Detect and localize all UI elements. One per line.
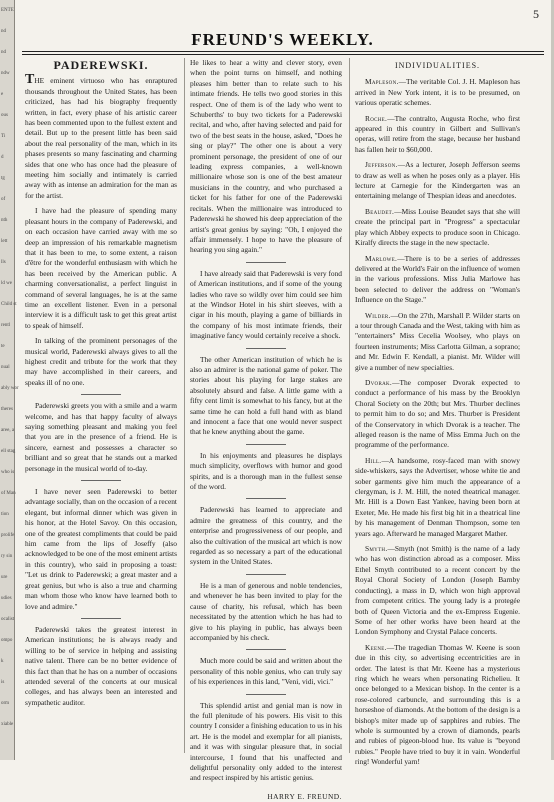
item-name: Mapleson. [365,77,399,87]
adjacent-page-fragment: who is [1,470,15,475]
individuality-item [355,311,520,373]
item-text: —The tragedian Thomas W. Keene is soon due in this city, so advertising eccentricities are in order. The latest is that Mr. Keene has a mysterious ring which he wears when personating Richelieu. It once belonged to a Mexican bishop. In the center is a rose-colored carbuncle, and surrounding this is a horseshoe of diamonds. At the bottom of the design is a bishop's miter made up of sapphires and rubies. The whole is surmounted by a crown of diamonds, pearls and rubies of pigeon-blood hue. Its value is "beyond rubies." People have tried to buy it in vain. Wonderful ring! Wonderful yarn! [355,642,520,767]
article-paragraph: He is a man of generous and noble tendencies, and whenever he has been invited to play for the cause of charity, his refusal, which has been necessitated by the attention which he has had to give to his playing in public, has always been accompanied by his check. [190,580,342,642]
item-name: Jefferson. [365,160,398,170]
adjacent-page-fragment: theres [1,407,13,412]
item-name: Keene. [365,642,387,652]
adjacent-page-fragment: lett [1,239,8,244]
section-separator [81,394,121,395]
adjacent-page-fragment: ENTE [1,8,14,13]
adjacent-page-fragment: prolife [1,533,15,538]
section-separator [246,694,286,695]
individuality-item [355,544,520,638]
adjacent-page-fragment: ocalist [1,617,15,622]
individualities-column [355,58,520,767]
adjacent-page-fragment: tg [1,176,5,181]
adjacent-page-fragment: ld we [1,281,12,286]
column-divider [349,58,350,753]
article-paragraph: In his enjoyments and pleasures he displays much simplicity, overflows with humor and good spirits, and is a thorough man in the fullest sense of the word. [190,450,342,492]
adjacent-page-fragment: e [1,92,4,97]
item-text: —The contralto, Augusta Roche, who first appeared in this country in Gilbert and Sullivan's operas, will retire from the stage, because her husband has fallen heir to $60,000. [355,113,520,154]
item-text: —As a lecturer, Joseph Jefferson seems to draw as well as when he poses only as a player. His lecture at Carnegie for the Kindergarten was an entertaining melange of Thespian ideas and anecdotes. [355,160,520,201]
article-column-1 [25,58,177,758]
section-separator [246,649,286,650]
adjacent-page-fragment: te [1,344,5,349]
article-paragraph: In talking of the prominent personages of the musical world, Paderewski always gives to all the highest credit and tribute for the work that they may have accomplished in their careers, and speaks ill of no one. [25,336,177,387]
article-paragraph: THE eminent virtuoso who has enraptured thousands throughout the United States, has been criticized, has had his biography frequently written, in fact, every phase of his artistic career has been commented upon to the fullest extent and detail. But up to the present little has been said about the real personality of the man, which in its phases presents so many fascinating and charming sides that one who has once had the pleasure of meeting him socially and intimately is carried away with as intense an admiration for the man as for the artist. [25,72,177,200]
section-separator [246,574,286,575]
article-paragraph: Paderewski greets you with a smile and a warm welcome, and has that happy faculty of always saying something pleasant and making you feel that you are in the presence of a friend. He is sincere, earnest and possesses a character so brilliant and so great that he stands out a marked personage in the musical world of to-day. [25,401,177,473]
adjacent-page-fragment: aree, a [1,428,15,433]
column-heading: INDIVIDUALITIES. [394,61,481,70]
item-name: Smyth. [365,544,388,554]
header-rule-thin [22,54,544,55]
adjacent-page-fragment: is [1,680,5,685]
item-text: —There is to be a series of addresses delivered at the World's Fair on the influence of women in the various professions. Miss Julia Marlowe has been selected to deliver the address on "Woman's Influence on the Stage." [355,253,520,305]
article-paragraph: The other American institution of which he is also an admirer is the national game of poker. The stories about his playing for large stakes are absolutely absurd and false. A little game with a fifty cent limit is somewhat to his fancy, but at the same time he can hold a full hand with as bland and innocent a face that one would never suspect that he knew anything about the game. [190,354,342,437]
adjacent-page-fragment: ndw [1,71,10,76]
item-name: Marlowe. [365,253,398,263]
section-separator [81,480,121,481]
adjacent-page-fragment: ell stag [1,449,16,454]
article-paragraph: Much more could be said and written about the personality of this noble genius, who can truly say of his experiences in this land, "Veni, vidi, vici." [190,656,342,687]
article-paragraph: Paderewski takes the greatest interest in American institutions; he is always ready and willing to be of service in helping and assisting native talent. There can be no better evidence of this fact than that he has on a number of occasions attended several of the concerts at our musical colleges, and has always been an interested and sympathetic auditor. [25,624,177,707]
item-text: —A handsome, rosy-faced man with snowy side-whiskers, says the Advertiser, whose white tie and sober garments give him much the appearance of a clergyman, is J. M. Hill, the noted theatrical manager. Mr. Hill is a Down East Yankee, having been born at Exeter, Me. He made his first big hit in a theatrical line by his management of Denman Thompson, some ten years ago. Afterward he managed Margaret Mather. [355,455,520,538]
adjacent-page-fragment: xiable [1,722,14,727]
item-name: Hill. [365,455,382,465]
item-name: Roche. [365,113,388,123]
adjacent-page-fragment: Ti [1,134,6,139]
individualities-list [355,77,520,767]
article-paragraph: This splendid artist and genial man is now in the full plenitude of his powers. His visit to this country I consider a finishing education to us in his art. He is the model and exemplar for all pianists, and it was with singular pleasure that, in social intercourse, I found that his unaffected and delightful personality only added to the interest and respect inspired by his artistic genius. [190,700,342,783]
section-separator [246,498,286,499]
article-paragraph: I have had the pleasure of spending many pleasant hours in the company of Paderewski, and on each occasion have carried away with me so deep an impression of his remarkable magnetism that it has been to me, to some extent, a raison d'être for the wonderful enthusiasm with which he has been received by the American public. A charming conversationalist, a perfect linguist in command of several languages, he is at the same time an excellent listener. Even in a personal interview it is a difficult task to get this great artist to speak of himself. [25,206,177,330]
adjacent-page-fragment: ure [1,575,8,580]
adjacent-page-fragment: rentl [1,323,11,328]
item-name: Wilder. [365,310,391,320]
author-signature: HARRY E. FREUND. [267,791,342,801]
adjacent-page-fragment: nd [1,50,6,55]
article-paragraph: He likes to hear a witty and clever story, even when the point turns on himself, and nothing pleases him better than to relate such to his intimate friends. He tells two good stories in this respect. One of them is of the lady who went to Schuberths' to buy two tickets for a Paderewski recital, and who, after having selected and paid for two of the best seats in the house, asked, "Does he sing or play?" The other one is about a very prominent personage, the president of one of our leading express companies, a well-known millionaire whose son is one of the best amateur musicians in the country, and who purchased a ticket for his father for one of the Paderewski recitals. When the millionaire was introduced to Paderewski he showed his deep appreciation of the artist's great genius by saying: "Oh, I enjoyed the affair immensely. I hope to have the pleasure of hearing you sing again." [190,58,342,255]
individuality-item [355,456,520,539]
adjacent-page-fragment: ous [1,113,8,118]
adjacent-page-fragment: orm [1,701,10,706]
adjacent-page-fragment: nd [1,29,6,34]
drop-cap: T [25,72,35,88]
column-divider [184,58,185,753]
article-column-2 [190,58,342,801]
adjacent-page-fragment: udies [1,596,12,601]
individuality-item [355,254,520,306]
individuality-item [355,207,520,249]
individuality-item [355,114,520,156]
adjacent-page-fragment: Child st [1,302,17,307]
section-separator [81,618,121,619]
page-header [14,0,551,58]
article-paragraph: I have already said that Paderewski is very fond of American institutions, and if some of the young ladies who rave so wildly over him could see him at the Windsor Hotel in his shirt sleeves, with a cigar in his mouth, playing a game of billiards in the company of his most intimate friends, their imaginative fancy would certainly receive a shock. [190,268,342,341]
adjacent-page-fragment: lls [1,260,6,265]
adjacent-page-fragment: nth [1,218,8,223]
adjacent-page-fragment: ry sin [1,554,13,559]
individuality-item [355,77,520,108]
adjacent-page-fragment: d [1,155,4,160]
item-name: Beaudet. [365,206,395,216]
adjacent-page-fragment: tion [1,512,9,517]
individuality-item [355,378,520,451]
adjacent-page-fragment: nual [1,365,10,370]
item-text: —The composer Dvorak expected to conduct a performance of his mass by the Brooklyn Choral Society on the 20th; but Mrs. Thurber declines to permit him to do so; and Mrs. Thurber is President of the Conservatory in which Dvorak is a teacher. The alleged reason is the name of Miss Emma Juch on the programme of the performance. [355,377,520,450]
item-text: —On the 27th, Marshall P. Wilder starts on a tour through Canada and the West, taking with him as "entertainers" Miss Cecelia Woolsey, who plays on fourteen instruments; Miss Carlotta Gilman, a soprano; and Mr. Edwin F. Kendall, a pianist. Mr. Wilder will give a number of new specialties. [355,310,520,372]
item-name: Dvorak. [365,377,393,387]
individuality-item [355,643,520,768]
section-separator [246,262,286,263]
article-heading: PADEREWSKI. [53,58,149,72]
adjacent-page-fragment: ompo [1,638,13,643]
item-text: —The veritable Col. J. H. Mapleson has arrived in New York intent, it is to be presumed, on various operatic schemes. [355,77,520,108]
adjacent-page-fragment: of Man [1,491,16,496]
adjacent-page-fragment: k [1,659,4,664]
individuality-item [355,160,520,202]
masthead-title: FREUND'S WEEKLY. [191,30,374,49]
item-text: —Smyth (not Smith) is the name of a lady who has won distinction abroad as a composer. Miss Ethel Smyth contributed to a recent concert by the Royal Choral Society of London (Joseph Barnby conducting), a mass in D, which won high approval from competent critics. The young lady is a protegée both of Queen Victoria and the ex-Empress Eugenie. Some of her other works have been heard at the London Symphony and Crystal Palace concerts. [355,544,520,637]
adjacent-page-fragment: of [1,197,6,202]
article-paragraph: Paderewski has learned to appreciate and admire the greatness of this country, and the enterprise and progressiveness of our people, and also the cultivation of the musical art which is now regarded as so necessary a part of the educational system in the United States. [190,505,342,567]
page-number: 5 [533,7,539,21]
header-rule [22,51,544,52]
article-paragraph: I have never seen Paderewski to better advantage socially, than on the occasion of a recent elegant, but informal dinner which was given in his honor, at the Hotel Savoy. On this occasion, one of the greatest compliments that could be paid him came from the lips of Joseffy (also acknowledged to be one of the most eminent artists in this country), who said in proposing a toast: "Let us drink to Paderewski; a great master and a great genius, but who is also a true and charming man whom those who know have learned both to love and admire." [25,487,177,611]
section-separator [246,348,286,349]
section-separator [246,444,286,445]
adjacent-page-strip [0,0,19,760]
item-text: —Miss Louise Beaudet says that she will create the principal part in "Progress" a spectacular play which Abbey expects to produce soon in Chicago. Kiralfy directs the stage in the new spectacle. [355,206,520,248]
adjacent-page-fragment: ably wor [1,386,19,391]
